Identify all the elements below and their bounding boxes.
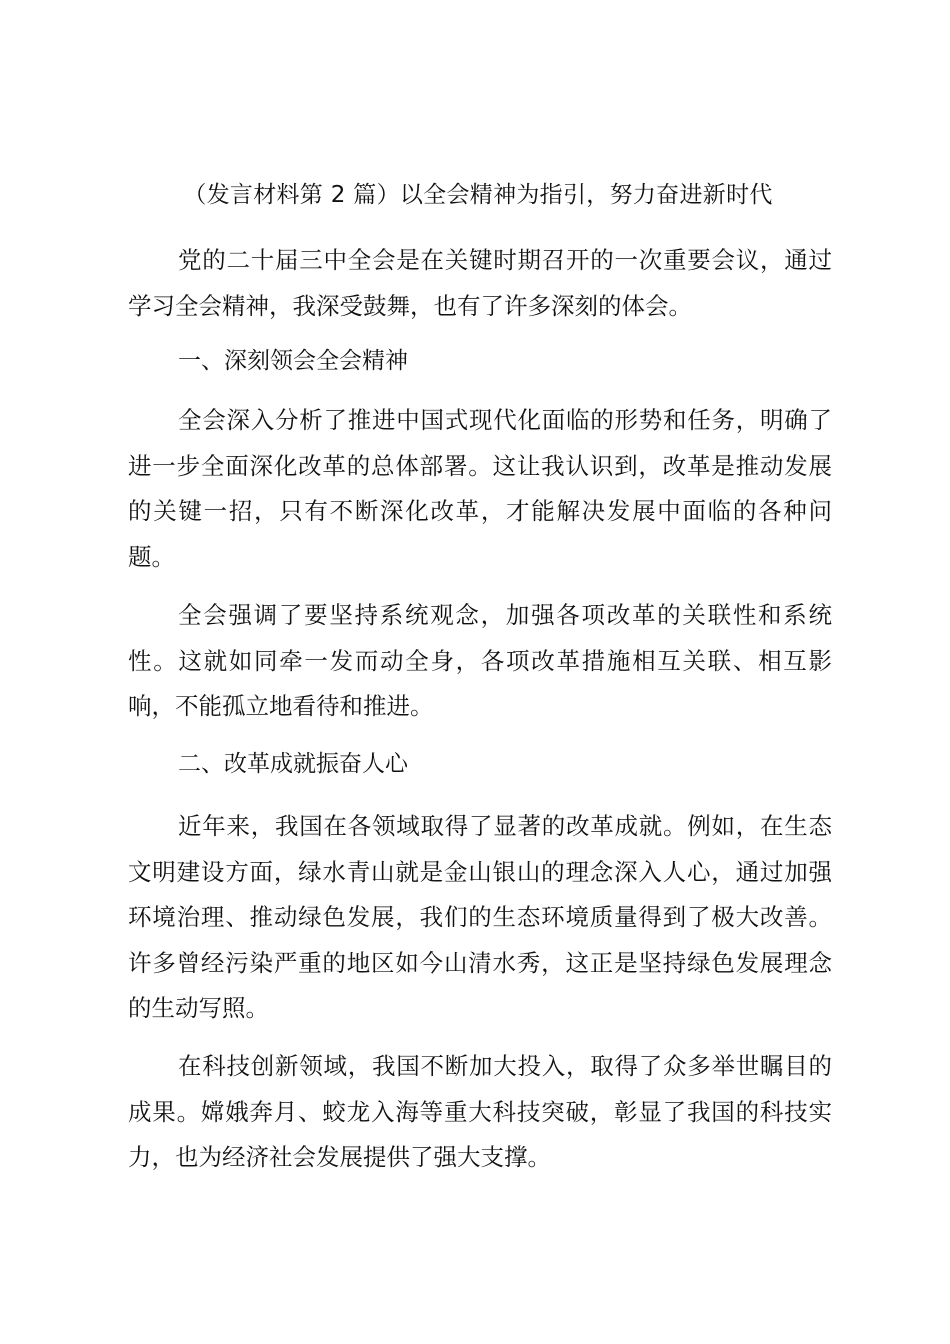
- document-title: （发言材料第 2 篇）以全会精神为指引，努力奋进新时代: [183, 182, 773, 208]
- section-heading-1: 一、深刻领会全会精神: [178, 348, 408, 374]
- section-heading-2: 二、改革成就振奋人心: [178, 751, 408, 777]
- paragraph-system-view: 全会强调了要坚持系统观念，加强各项改革的关联性和系统性。这就如同牵一发而动全身，各项改革措施相互关联、相互影响，不能孤立地看待和推进。: [128, 601, 832, 720]
- paragraph-reform-deployment: 全会深入分析了推进中国式现代化面临的形势和任务，明确了进一步全面深化改革的总体部署。这让我认识到，改革是推动发展的关键一招，只有不断深化改革，才能解决发展中面临的各种问题。: [128, 406, 832, 571]
- paragraph-technology: 在科技创新领域，我国不断加大投入，取得了众多举世瞩目的成果。嫦娥奔月、蛟龙入海等重大科技突破，彰显了我国的科技实力，也为经济社会发展提供了强大支撑。: [128, 1052, 832, 1171]
- paragraph-intro: 党的二十届三中全会是在关键时期召开的一次重要会议，通过学习全会精神，我深受鼓舞，也有了许多深刻的体会。: [128, 246, 832, 320]
- paragraph-ecology: 近年来，我国在各领域取得了显著的改革成就。例如，在生态文明建设方面，绿水青山就是金山银山的理念深入人心，通过加强环境治理、推动绿色发展，我们的生态环境质量得到了极大改善。许多曾经污染严重的地区如今山清水秀，这正是坚持绿色发展理念的生动写照。: [128, 812, 832, 1022]
